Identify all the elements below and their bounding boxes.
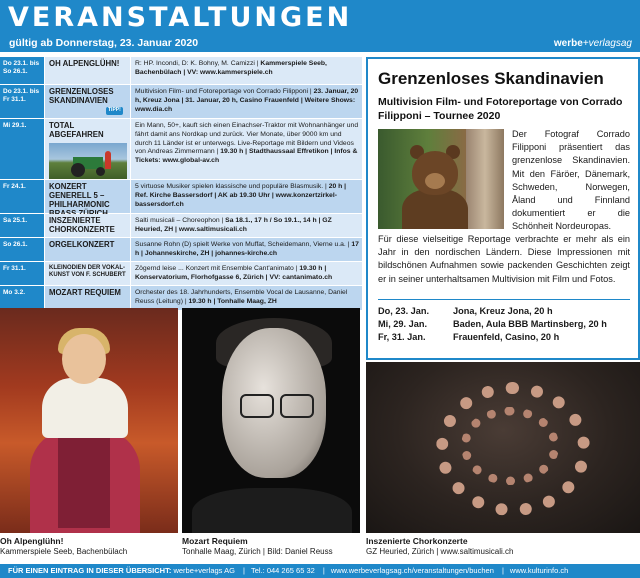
logo-part: werbe bbox=[553, 38, 583, 49]
caption-title: Oh Alpenglühn! bbox=[0, 536, 64, 546]
caption-mozart bbox=[182, 536, 360, 557]
publisher-logo bbox=[554, 38, 632, 49]
caption-chorkonzerte bbox=[366, 536, 640, 557]
event-info: 23. Januar, 20 h, Kreuz Jona | 31. Januar, 20 h, Casino Frauenfeld | Weitere Shows: www.dia.ch bbox=[135, 88, 359, 113]
promo-body-text: Für diese vielseitige Reportage verbrachte er mehr als ein Jahr in den nordischen Ländern. Diese Impressionen mit bildschönen Aufnahmen sowie packenden Geschichten zeigt er in seiner unterhaltsamen Multivision mit Film und Fotos. bbox=[378, 234, 630, 284]
footer-company: werbe+verlags AG bbox=[171, 566, 235, 575]
promo-date: Fr, 31. Jan. bbox=[378, 332, 426, 342]
event-row bbox=[0, 238, 362, 262]
tractor-photo bbox=[49, 143, 127, 179]
event-info: 19.30 h | Tonhalle Maag, ZH bbox=[188, 297, 277, 305]
event-text: Zögernd leise ... Konzert mit Ensemble Cant'animato | bbox=[135, 265, 300, 272]
event-date: Do 23.1. bis So 26.1. bbox=[0, 57, 44, 84]
event-info: 19.30 h | Konservatorium, Florhofgasse 6, Zürich | VV: cantanimato.ch bbox=[135, 265, 333, 281]
promo-subtitle: Multivision Film- und Fotoreportage von Corrado Filipponi – Tournee 2020 bbox=[378, 96, 623, 122]
event-details bbox=[130, 180, 362, 213]
caption-alpengluehn bbox=[0, 536, 178, 557]
promo-dates bbox=[378, 305, 607, 344]
event-text: Susanne Rohn (D) spielt Werke von Muffat, Scheidemann, Vierne u.a. | bbox=[135, 241, 352, 248]
chorkonzerte-photo bbox=[366, 362, 640, 533]
event-details bbox=[130, 119, 362, 179]
event-row bbox=[0, 85, 362, 119]
event-details bbox=[130, 85, 362, 118]
page-header bbox=[0, 0, 640, 52]
footer-kulturinfo-link[interactable]: www.kulturinfo.ch bbox=[509, 566, 569, 575]
caption-sub: GZ Heuried, Zürich | www.saltimusicali.ch bbox=[366, 547, 514, 556]
page-footer: FÜR EINEN EINTRAG IN DIESER ÜBERSICHT: werbe+verlags AG | Tel.: 044 265 65 32 | www.werbeverlagsag.ch/veranstaltungen/buchen | www.kulturinfo.ch bbox=[0, 564, 640, 578]
event-title: KONZERT GENERELL 5 – PHILHARMONIC bbox=[44, 180, 130, 213]
event-row bbox=[0, 214, 362, 238]
promo-date-line bbox=[378, 318, 607, 331]
promo-date: Do, 23. Jan. bbox=[378, 306, 430, 316]
promo-place: Frauenfeld, Casino, 20 h bbox=[453, 332, 560, 342]
event-title: KLEINODIEN DER VOKAL-KUNST VON F. SCHUBERT bbox=[44, 262, 130, 285]
event-details bbox=[130, 57, 362, 84]
event-date: Mo 3.2. bbox=[0, 286, 44, 310]
event-details bbox=[130, 238, 362, 261]
event-text: Orchester des 18. Jahrhunderts, Ensemble Vocal de Lausanne, Daniel Reuss (Leitung) | bbox=[135, 289, 348, 305]
event-title-cell bbox=[44, 85, 130, 118]
promo-box bbox=[366, 57, 640, 360]
event-row bbox=[0, 57, 362, 85]
validity-date: gültig ab Donnerstag, 23. Januar 2020 bbox=[9, 37, 199, 49]
event-details bbox=[130, 214, 362, 237]
event-date: Do 23.1. bis Fr 31.1. bbox=[0, 85, 44, 118]
promo-title: Grenzenloses Skandinavien bbox=[378, 69, 604, 88]
mozart-requiem-photo bbox=[182, 308, 360, 533]
event-date: Fr 31.1. bbox=[0, 262, 44, 285]
event-details bbox=[130, 286, 362, 310]
event-title-cell bbox=[44, 119, 130, 179]
event-row bbox=[0, 180, 362, 214]
event-title: OH ALPENGLÜHN! bbox=[44, 57, 130, 84]
event-row bbox=[0, 262, 362, 286]
event-text: Multivision Film- und Fotoreportage von Corrado Filipponi | bbox=[135, 88, 314, 95]
page-title: VERANSTALTUNGEN bbox=[8, 2, 353, 33]
event-info: 17 h | Johanneskirche, ZH | johannes-kirche.ch bbox=[135, 241, 359, 257]
footer-phone: Tel.: 044 265 65 32 bbox=[250, 566, 315, 575]
event-row bbox=[0, 119, 362, 180]
event-date: Fr 24.1. bbox=[0, 180, 44, 213]
event-title: GRENZENLOSES SKANDINAVIEN bbox=[49, 87, 114, 105]
event-title: MOZART REQUIEM bbox=[44, 286, 130, 310]
footer-booking-link[interactable]: www.werbeverlagsag.ch/veranstaltungen/buchen bbox=[330, 566, 494, 575]
event-text: Ein Mann, 50+, kauft sich einen Einachser-Traktor mit Wohnanhänger und fährt damit ans Nordkap und zurück. Vier Monate, über 9000 km und durch 11 Länder ist er unterwegs. Live-Reportage mit Bildern und Videos von Andreas Zimmermann | bbox=[135, 122, 359, 156]
event-title: INSZENIERTE CHORKONZERTE bbox=[44, 214, 130, 237]
caption-title: Mozart Requiem bbox=[182, 536, 248, 546]
event-date: Sa 25.1. bbox=[0, 214, 44, 237]
event-date: So 26.1. bbox=[0, 238, 44, 261]
alpengluehn-photo bbox=[0, 308, 178, 533]
event-info: Sa 18.1., 17 h / So 19.1., 14 h | GZ Heuried, ZH | www.saltimusicali.ch bbox=[135, 217, 332, 233]
caption-sub: Kammerspiele Seeb, Bachenbülach bbox=[0, 547, 128, 556]
tipp-badge: TIPP! bbox=[108, 107, 121, 113]
caption-title: Inszenierte Chorkonzerte bbox=[366, 536, 468, 546]
footer-label: FÜR EINEN EINTRAG IN DIESER ÜBERSICHT: bbox=[8, 566, 172, 575]
event-info: 19.30 h | Stadthaussaal Effretikon | Infos & Tickets: www.global-av.ch bbox=[135, 148, 358, 165]
logo-part: +verlags bbox=[582, 38, 621, 49]
event-details bbox=[130, 262, 362, 285]
event-info: Kammerspiele Seeb, Bachenbülach | VV: www.kammerspiele.ch bbox=[135, 60, 327, 76]
promo-date-line bbox=[378, 305, 607, 318]
event-title: ORGELKONZERT bbox=[44, 238, 130, 261]
promo-side-text: Der Fotograf Corrado Filipponi präsentiert das grenzenlose Skandinavien. Mit den Färöer, Dänemark, Schweden, Norwegen, Åland und Finnland dokumentiert er die Schönheit Nordeuropas. bbox=[512, 129, 630, 232]
event-title: TOTAL ABGEFAHREN bbox=[49, 121, 104, 139]
promo-date-line bbox=[378, 331, 607, 344]
logo-part: ag bbox=[620, 38, 632, 49]
event-info: 20 h | Ref. Kirche Bassersdorf | AK ab 19.30 Uhr | www.konzertzirkel-bassersdorf.ch bbox=[135, 183, 347, 208]
event-date: Mi 29.1. bbox=[0, 119, 44, 179]
caption-sub: Tonhalle Maag, Zürich | Bild: Daniel Reuss bbox=[182, 547, 333, 556]
promo-date: Mi, 29. Jan. bbox=[378, 319, 428, 329]
event-text: Salti musicali – Choreophon | bbox=[135, 217, 226, 224]
bear-photo bbox=[378, 129, 504, 229]
events-table bbox=[0, 57, 362, 311]
event-text: R: HP. Incondi, D: K. Bohny, M. Camizzi | bbox=[135, 60, 261, 67]
promo-divider bbox=[378, 299, 630, 300]
event-text: 5 virtuose Musiker spielen klassische und populäre Blasmusik. | bbox=[135, 183, 329, 190]
promo-place: Baden, Aula BBB Martinsberg, 20 h bbox=[453, 319, 607, 329]
promo-place: Jona, Kreuz Jona, 20 h bbox=[453, 306, 553, 316]
